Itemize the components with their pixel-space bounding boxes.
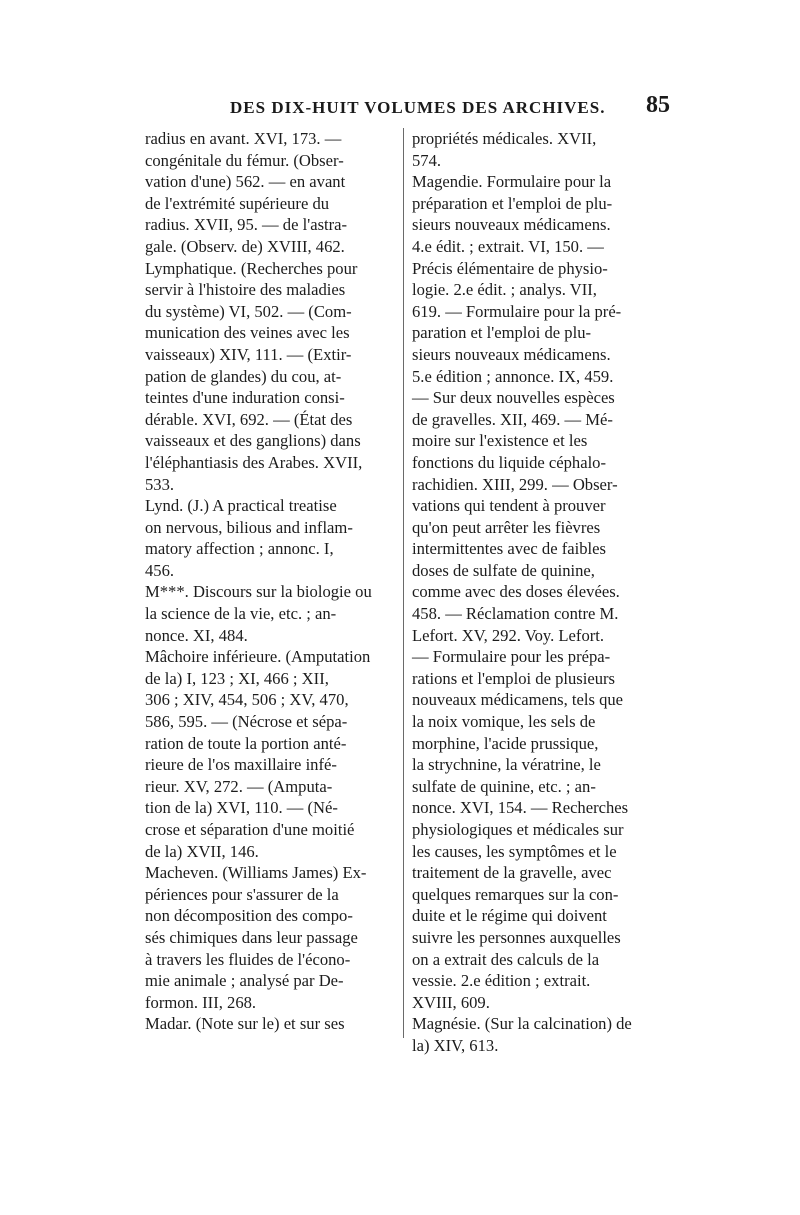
text-line: de l'extrémité supérieure du (145, 193, 330, 213)
text-line: 586, 595. — (Nécrose et sépa- (145, 712, 348, 732)
page-number: 85 (646, 92, 670, 118)
text-line: préparation et l'emploi de plu- (412, 193, 613, 213)
text-line: radius en avant. XVI, 173. — (145, 129, 342, 148)
text-line: 574. (412, 150, 442, 170)
text-line: intermittentes avec de faibles (412, 539, 606, 559)
text-line: matory affection ; annonc. I, (145, 539, 334, 559)
text-line: munication des veines avec les (145, 323, 350, 343)
text-line: l'éléphantiasis des Arabes. XVII, (145, 452, 363, 472)
text-line: Magnésie. (Sur la calcination) de (412, 1014, 632, 1034)
text-line: du système) VI, 502. — (Com- (145, 301, 352, 321)
text-line: Lymphatique. (Recherches pour (145, 258, 358, 278)
text-line: paration et l'emploi de plu- (412, 323, 592, 343)
text-line: on nervous, bilious and inflam- (145, 517, 353, 537)
text-line: sés chimiques dans leur passage (145, 927, 358, 947)
text-line: fonctions du liquide céphalo- (412, 452, 607, 472)
text-line: 306 ; XIV, 454, 506 ; XV, 470, (145, 690, 349, 710)
text-line: M***. Discours sur la biologie ou (145, 582, 372, 602)
text-line: de la) I, 123 ; XI, 466 ; XII, (145, 668, 329, 688)
text-line: sieurs nouveaux médicamens. (412, 215, 611, 235)
text-line: rations et l'emploi de plusieurs (412, 668, 615, 688)
text-line: Lynd. (J.) A practical treatise (145, 496, 337, 516)
text-line: 4.e édit. ; extrait. VI, 150. — (412, 236, 604, 256)
text-line: congénitale du fémur. (Obser- (145, 150, 344, 170)
text-line: XVIII, 609. (412, 992, 490, 1012)
text-line: quelques remarques sur la con- (412, 884, 619, 904)
text-line: la strychnine, la vératrine, le (412, 755, 601, 775)
text-line: Mâchoire inférieure. (Amputation (145, 647, 371, 667)
text-line: Lefort. XV, 292. Voy. Lefort. (412, 625, 605, 645)
text-line: vessie. 2.e édition ; extrait. (412, 971, 591, 991)
text-line: teintes d'une induration consi- (145, 388, 345, 408)
text-line: nonce. XI, 484. (145, 625, 248, 645)
text-line: physiologiques et médicales sur (412, 820, 624, 839)
text-line: servir à l'histoire des maladies (145, 280, 346, 300)
text-line: — Sur deux nouvelles espèces (412, 388, 615, 408)
text-line: Madar. (Note sur le) et sur ses (145, 1014, 345, 1034)
text-line: moire sur l'existence et les (412, 431, 588, 451)
text-line: périences pour s'assurer de la (145, 884, 339, 904)
text-line: sieurs nouveaux médicamens. (412, 344, 611, 364)
text-line: rieur. XV, 272. — (Amputa- (145, 776, 333, 796)
text-line: dérable. XVI, 692. — (État des (145, 409, 353, 429)
text-line: nonce. XVI, 154. — Recherches (412, 798, 629, 818)
text-line: de la) XVII, 146. (145, 841, 259, 861)
column-divider (403, 128, 404, 1038)
text-line: 533. (145, 474, 175, 494)
text-line: duite et le régime qui doivent (412, 906, 607, 926)
text-line: vaisseaux) XIV, 111. — (Extir- (145, 344, 352, 364)
text-line: traitement de la gravelle, avec (412, 863, 612, 883)
text-line: comme avec des doses élevées. (412, 582, 620, 602)
text-line: pation de glandes) du cou, at- (145, 366, 342, 386)
text-line: 456. (145, 560, 175, 580)
text-line: rieure de l'os maxillaire infé- (145, 755, 337, 775)
text-line: la) XIV, 613. (412, 1035, 499, 1055)
text-line: ration de toute la portion anté- (145, 733, 347, 753)
text-line: — Formulaire pour les prépa- (412, 647, 611, 667)
text-line: 5.e édition ; annonce. IX, 459. (412, 366, 614, 386)
text-line: Macheven. (Williams James) Ex- (145, 863, 367, 883)
text-line: morphine, l'acide prussique, (412, 733, 599, 753)
text-line: mie animale ; analysé par De- (145, 971, 344, 991)
text-line: qu'on peut arrêter les fièvres (412, 517, 601, 537)
text-line: les causes, les symptômes et le (412, 841, 617, 861)
text-line: crose et séparation d'une moitié (145, 820, 355, 839)
text-line: Magendie. Formulaire pour la (412, 172, 612, 192)
text-line: gale. (Observ. de) XVIII, 462. (145, 236, 345, 256)
text-line: 619. — Formulaire pour la pré- (412, 301, 622, 321)
text-line: formon. III, 268. (145, 992, 257, 1012)
text-line: vations qui tendent à prouver (412, 496, 606, 516)
text-line: nouveaux médicamens, tels que (412, 690, 624, 710)
text-line: rachidien. XIII, 299. — Obser- (412, 474, 618, 494)
left-column (145, 128, 393, 1035)
text-line: Précis élémentaire de physio- (412, 258, 608, 278)
right-column (412, 128, 660, 1057)
text-line: suivre les personnes auxquelles (412, 927, 621, 947)
text-line: radius. XVII, 95. — de l'astra- (145, 215, 348, 235)
running-title: DES DIX-HUIT VOLUMES DES ARCHIVES. (230, 98, 606, 117)
text-line: à travers les fluides de l'écono- (145, 949, 351, 969)
text-line: la science de la vie, etc. ; an- (145, 604, 337, 624)
text-line: vation d'une) 562. — en avant (145, 172, 346, 192)
text-line: on a extrait des calculs de la (412, 949, 600, 969)
text-line: la noix vomique, les sels de (412, 712, 596, 732)
text-line: 458. — Réclamation contre M. (412, 604, 619, 624)
text-line: tion de la) XVI, 110. — (Né- (145, 798, 338, 818)
text-line: non décomposition des compo- (145, 906, 353, 926)
text-line: logie. 2.e édit. ; analys. VII, (412, 280, 597, 300)
text-line: propriétés médicales. XVII, (412, 129, 597, 148)
text-line: sulfate de quinine, etc. ; an- (412, 776, 596, 796)
text-line: vaisseaux et des ganglions) dans (145, 431, 361, 451)
text-line: de gravelles. XII, 469. — Mé- (412, 409, 613, 429)
text-line: doses de sulfate de quinine, (412, 560, 595, 580)
